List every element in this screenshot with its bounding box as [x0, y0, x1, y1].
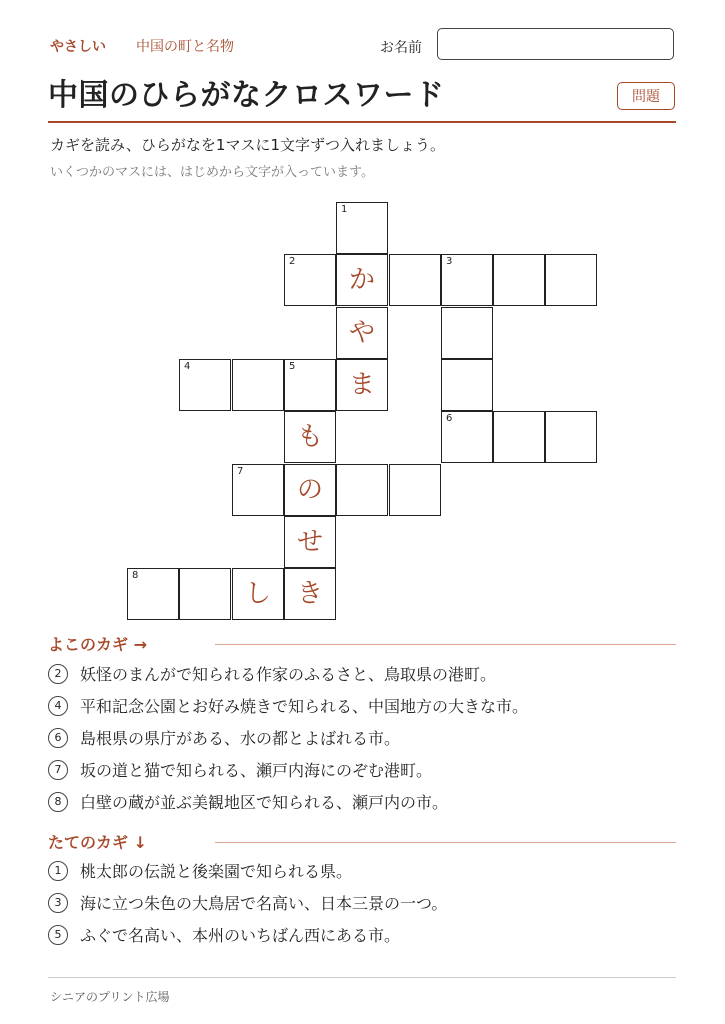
grid-cell[interactable] — [336, 202, 388, 254]
grid-cell[interactable] — [232, 464, 284, 516]
instruction-sub: いくつかのマスには、はじめから文字が入っています。 — [50, 165, 374, 180]
clue-item — [48, 726, 400, 749]
grid-cell[interactable] — [441, 254, 493, 306]
name-field[interactable] — [437, 28, 674, 60]
grid-cell[interactable] — [389, 464, 441, 516]
clue-text: 平和記念公園とお好み焼きで知られる、中国地方の大きな市。 — [80, 697, 529, 716]
grid-cell[interactable] — [284, 359, 336, 411]
grid-cell[interactable] — [179, 359, 231, 411]
cell-number: 6 — [446, 413, 453, 424]
header-divider — [48, 121, 676, 123]
name-label: お名前 — [380, 40, 422, 56]
cell-given-char: せ — [296, 527, 323, 557]
grid-cell[interactable] — [493, 411, 545, 463]
grid-cell[interactable] — [232, 568, 284, 620]
down-divider — [215, 842, 676, 843]
grid-cell[interactable] — [284, 516, 336, 568]
cell-given-char: か — [348, 265, 375, 295]
footer-divider — [48, 977, 676, 978]
cell-given-char: し — [244, 579, 271, 609]
grid-cell[interactable] — [336, 359, 388, 411]
clue-text: 島根県の県庁がある、水の都とよばれる市。 — [80, 729, 401, 748]
grid-cell[interactable] — [493, 254, 545, 306]
across-heading: よこのカギ → — [48, 635, 147, 654]
grid-cell[interactable] — [179, 568, 231, 620]
down-heading: たてのカギ ↓ — [48, 833, 147, 852]
clue-text: 白壁の蔵が並ぶ美観地区で知られる、瀬戸内の市。 — [80, 793, 449, 812]
cell-number: 8 — [132, 570, 139, 581]
cell-number: 7 — [237, 466, 244, 477]
cell-number: 1 — [341, 204, 348, 215]
grid-cell[interactable] — [545, 254, 597, 306]
clue-item — [48, 790, 448, 813]
cell-number: 3 — [446, 256, 453, 267]
clue-item — [48, 923, 400, 946]
clue-item — [48, 859, 352, 882]
clue-text: ふぐで名高い、本州のいちばん西にある市。 — [80, 926, 401, 945]
clue-item — [48, 662, 496, 685]
cell-number: 5 — [289, 361, 296, 372]
clue-item — [48, 694, 528, 717]
clue-number-circle: 2 — [48, 664, 68, 684]
clue-number-circle: 4 — [48, 696, 68, 716]
grid-cell[interactable] — [232, 359, 284, 411]
clue-text: 桃太郎の伝説と後楽園で知られる県。 — [80, 862, 353, 881]
clue-text: 坂の道と猫で知られる、瀬戸内海にのぞむ港町。 — [80, 761, 433, 780]
cell-given-char: き — [296, 579, 323, 609]
clue-number-circle: 8 — [48, 792, 68, 812]
across-divider — [215, 644, 676, 645]
cell-number: 2 — [289, 256, 296, 267]
clue-text: 海に立つ朱色の大鳥居で名高い、日本三景の一つ。 — [80, 894, 448, 913]
cell-given-char: の — [296, 475, 323, 505]
level-label: やさしい — [50, 39, 106, 55]
clue-number-circle: 7 — [48, 760, 68, 780]
clue-text: 妖怪のまんがで知られる作家のふるさと、鳥取県の港町。 — [80, 665, 497, 684]
grid-cell[interactable] — [336, 464, 388, 516]
grid-cell[interactable] — [284, 411, 336, 463]
clue-number-circle: 3 — [48, 893, 68, 913]
grid-cell[interactable] — [336, 307, 388, 359]
cell-number: 4 — [184, 361, 191, 372]
grid-cell[interactable] — [284, 254, 336, 306]
clue-number-circle: 5 — [48, 925, 68, 945]
page-title: 中国のひらがなクロスワード — [48, 78, 445, 113]
problem-badge: 問題 — [617, 82, 675, 110]
cell-given-char: ま — [348, 370, 375, 400]
grid-cell[interactable] — [284, 568, 336, 620]
grid-cell[interactable] — [389, 254, 441, 306]
grid-cell[interactable] — [127, 568, 179, 620]
clue-item — [48, 891, 447, 914]
grid-cell[interactable] — [284, 464, 336, 516]
grid-cell[interactable] — [441, 359, 493, 411]
topic-label: 中国の町と名物 — [136, 39, 234, 55]
grid-cell[interactable] — [441, 411, 493, 463]
cell-given-char: も — [296, 422, 323, 452]
instruction-main: カギを読み、ひらがなを1マスに1文字ずつ入れましょう。 — [50, 136, 445, 154]
grid-cell[interactable] — [441, 307, 493, 359]
grid-cell[interactable] — [336, 254, 388, 306]
clue-number-circle: 6 — [48, 728, 68, 748]
clue-number-circle: 1 — [48, 861, 68, 881]
footer-credit: シニアのプリント広場 — [50, 990, 170, 1004]
clue-item — [48, 758, 432, 781]
cell-given-char: や — [348, 318, 375, 348]
grid-cell[interactable] — [545, 411, 597, 463]
